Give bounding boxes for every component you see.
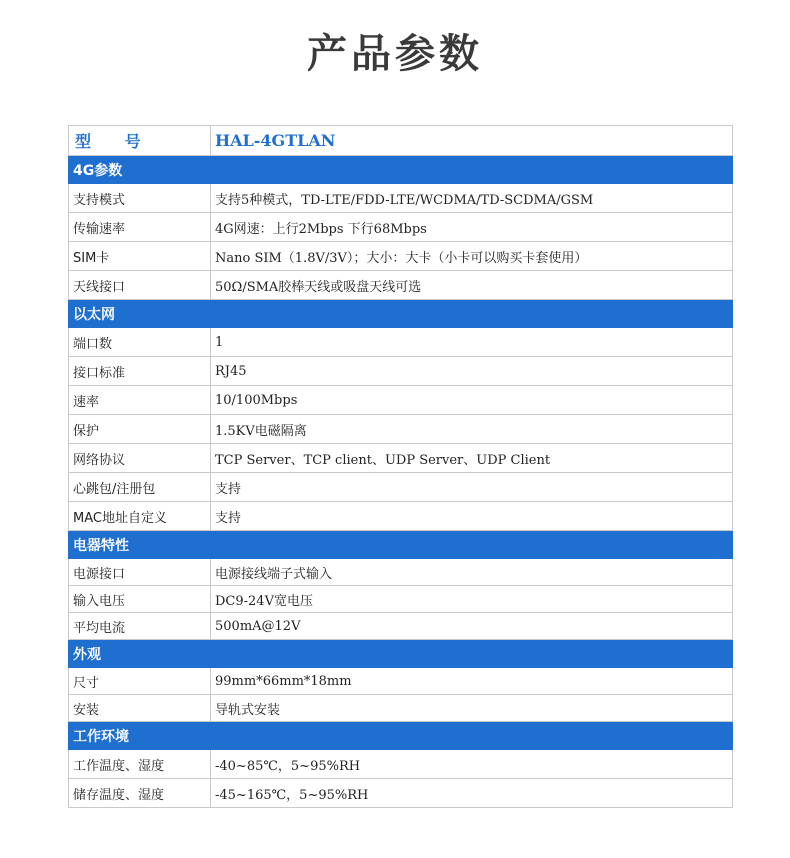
- row-value: 导轨式安装: [211, 695, 733, 722]
- row-value: DC9-24V宽电压: [211, 586, 733, 613]
- row-value: 支持: [211, 473, 733, 502]
- table-row: [69, 613, 733, 640]
- row-label: 储存温度、湿度: [69, 779, 211, 808]
- row-label: 安装: [69, 695, 211, 722]
- row-value: RJ45: [211, 357, 733, 386]
- row-label: 输入电压: [69, 586, 211, 613]
- row-value: 1.5KV电磁隔离: [211, 415, 733, 444]
- row-value: TCP Server、TCP client、UDP Server、UDP Client: [211, 444, 733, 473]
- model-row: [69, 126, 733, 156]
- table-row: [69, 242, 733, 271]
- row-value: 4G网速：上行2Mbps 下行68Mbps: [211, 213, 733, 242]
- row-value: 50Ω/SMA胶棒天线或吸盘天线可选: [211, 271, 733, 300]
- row-label: 端口数: [69, 328, 211, 357]
- table-row: [69, 184, 733, 213]
- table-row: [69, 586, 733, 613]
- row-value: 支持: [211, 502, 733, 531]
- row-label: MAC地址自定义: [69, 502, 211, 531]
- row-value: 500mA@12V: [211, 613, 733, 640]
- table-row: [69, 386, 733, 415]
- section-header-4g: [69, 156, 733, 184]
- row-value: -45~165℃，5~95%RH: [211, 779, 733, 808]
- section-header-electrical: [69, 531, 733, 559]
- row-value: 支持5种模式，TD-LTE/FDD-LTE/WCDMA/TD-SCDMA/GSM: [211, 184, 733, 213]
- spec-table: [68, 125, 733, 808]
- section-title: 以太网: [69, 300, 733, 328]
- table-row: [69, 213, 733, 242]
- row-label: 电源接口: [69, 559, 211, 586]
- row-label: 平均电流: [69, 613, 211, 640]
- section-header-environment: [69, 722, 733, 750]
- model-label: 型 号: [69, 126, 211, 156]
- table-row: [69, 473, 733, 502]
- table-row: [69, 415, 733, 444]
- table-row: [69, 357, 733, 386]
- row-label: 保护: [69, 415, 211, 444]
- row-label: 工作温度、湿度: [69, 750, 211, 779]
- page-title: 产品参数: [307, 31, 483, 77]
- row-label: 支持模式: [69, 184, 211, 213]
- row-label: 传输速率: [69, 213, 211, 242]
- table-row: [69, 668, 733, 695]
- section-title: 4G参数: [69, 156, 733, 184]
- row-value: 10/100Mbps: [211, 386, 733, 415]
- section-header-appearance: [69, 640, 733, 668]
- row-label: SIM卡: [69, 242, 211, 271]
- table-row: [69, 750, 733, 779]
- table-row: [69, 695, 733, 722]
- row-label: 接口标准: [69, 357, 211, 386]
- row-value: 电源接线端子式输入: [211, 559, 733, 586]
- row-value: -40~85℃，5~95%RH: [211, 750, 733, 779]
- row-label: 网络协议: [69, 444, 211, 473]
- section-title: 电器特性: [69, 531, 733, 559]
- row-label: 速率: [69, 386, 211, 415]
- row-value: 99mm*66mm*18mm: [211, 668, 733, 695]
- row-value: 1: [211, 328, 733, 357]
- row-label: 心跳包/注册包: [69, 473, 211, 502]
- row-label: 天线接口: [69, 271, 211, 300]
- row-label: 尺寸: [69, 668, 211, 695]
- table-row: [69, 559, 733, 586]
- section-title: 工作环境: [69, 722, 733, 750]
- table-row: [69, 444, 733, 473]
- model-value: HAL-4GTLAN: [211, 126, 733, 156]
- table-row: [69, 328, 733, 357]
- section-header-ethernet: [69, 300, 733, 328]
- section-title: 外观: [69, 640, 733, 668]
- table-row: [69, 502, 733, 531]
- row-value: Nano SIM（1.8V/3V）；大小：大卡（小卡可以购买卡套使用）: [211, 242, 733, 271]
- table-row: [69, 779, 733, 808]
- table-row: [69, 271, 733, 300]
